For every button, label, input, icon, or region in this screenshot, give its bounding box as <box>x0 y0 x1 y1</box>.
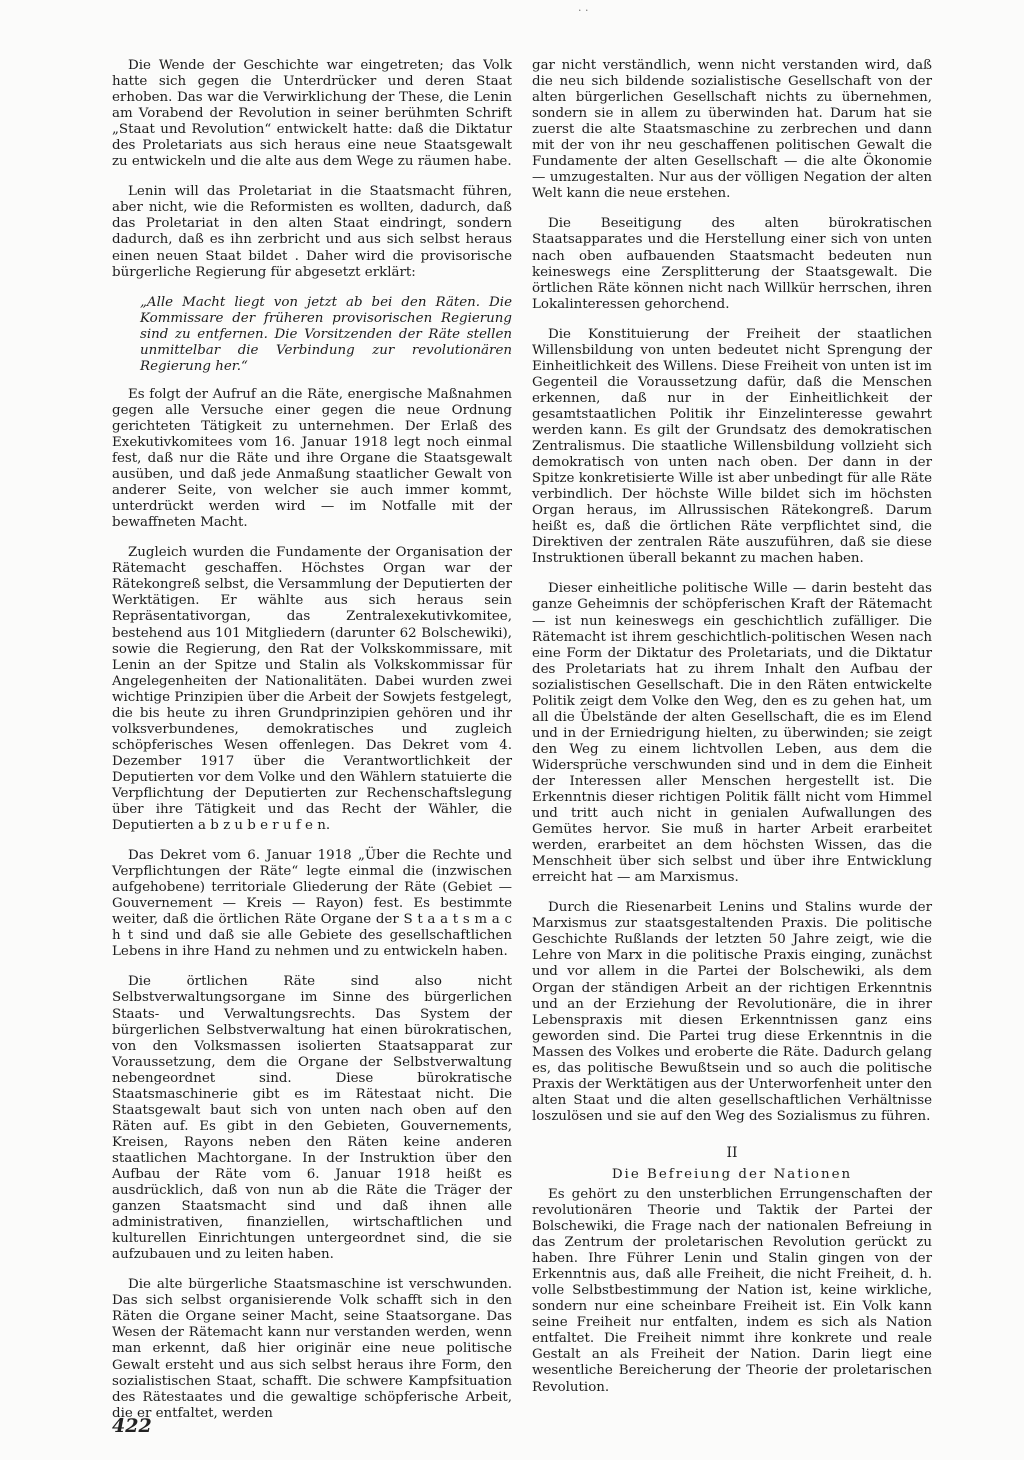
header-mark: · · <box>578 4 589 17</box>
paragraph: Zugleich wurden die Fundamente der Organisation der Rätemacht geschaffen. Höchstes Organ war der Rätekongreß selbst, die Versammlung der Deputierten der Werktätigen. Er wählte aus sich heraus sein Repräsentativorgan, das Zentralexekutivkomitee, bestehend aus 101 Mitgliedern (darunter 62 Bolschewiki), sowie die Regierung, den Rat der Volkskommissare, mit Lenin an der Spitze und Stalin als Volkskommissar für Angelegenheiten der Nationalitäten. Dabei wurden zwei wichtige Prinzipien über die Arbeit der Sowjets festgelegt, die bis heute zu ihren Grundprinzipien gehören und ihr volksverbundenes, demokratisches und zugleich schöpferisches Wesen offenlegen. Das Dekret vom 4. Dezember 1917 über die Verantwortlichkeit der Deputierten vor dem Volke und den Wählern statuierte die Verpflichtung der Deputierten zur Rechenschaftslegung über ihre Tätigkeit und das Recht der Wähler, die Deputierten a b z u b e r u f e n. <box>112 545 512 834</box>
section-number: II <box>726 1144 738 1161</box>
paragraph: Die Konstituierung der Freiheit der staatlichen Willensbildung von unten bedeutet nicht Sprengung der Einheitlichkeit des Willens. Diese Freiheit von unten ist im Gegenteil die Voraussetzung dafür, daß die Menschen erkennen, daß nur in der Einheitlichkeit der gesamtstaatlichen Politik ihr Einzelinteresse gewahrt werden kann. Es gilt der Grundsatz des demokratischen Zentralismus. Die staatliche Willensbildung vollzieht sich demokratisch von unten nach oben. Der dann in der Spitze konkretisierte Wille ist aber unbedingt für alle Räte verbindlich. Der höchste Wille bildet sich im höchsten Organ heraus, im Allrussischen Rätekongreß. Darum heißt es, daß die örtlichen Räte verpflichtet sind, die Direktiven der zentralen Räte auszuführen, daß sie diese Instruktionen überall bekannt zu machen haben. <box>532 326 932 567</box>
right-column <box>532 58 932 1410</box>
paragraph: Die Wende der Geschichte war eingetreten; das Volk hatte sich gegen die Unterdrücker und deren Staat erhoben. Das war die Verwirklichung der These, die Lenin am Vorabend der Revolution in seiner berühmten Schrift „Staat und Revolution“ entwickelt hatte: daß die Diktatur des Proletariats aus sich heraus eine neue Staatsgewalt zu entwickeln und die alte aus dem Wege zu räumen habe. <box>112 58 512 170</box>
paragraph: gar nicht verständlich, wenn nicht verstanden wird, daß die neu sich bildende sozialistische Gesellschaft von der alten bürgerlichen Gesellschaft nichts zu übernehmen, sondern sie in allem zu überwinden hat. Darum hat sie zuerst die alte Staatsmaschine zu zerbrechen und dann mit der von ihr neu geschaffenen politischen Gewalt die Fundamente der alten Gesellschaft — die alte Ökonomie — umzugestalten. Nur aus der völligen Negation der alten Welt kann die neue erstehen. <box>532 58 932 202</box>
paragraph: Lenin will das Proletariat in die Staatsmacht führen, aber nicht, wie die Reformisten es wollten, dadurch, daß das Proletariat in den alten Staat eindringt, sondern dadurch, daß es ihn zerbricht und aus sich selbst heraus einen neuen Staat bildet . Daher wird die provisorische bürgerliche Regierung für abgesetzt erklärt: <box>112 184 512 280</box>
left-column <box>112 58 512 1436</box>
paragraph: Es folgt der Aufruf an die Räte, energische Maßnahmen gegen alle Versuche einer gegen die neue Ordnung gerichteten Tätigkeit zu unternehmen. Der Erlaß des Exekutivkomitees vom 16. Januar 1918 legt noch einmal fest, daß nur die Räte und ihre Organe die Staatsgewalt ausüben, und daß jede Anmaßung staatlicher Gewalt von anderer Seite, von welcher sie auch immer kommt, unterdrückt werden wird — im Notfalle mit der bewaffneten Macht. <box>112 386 512 531</box>
paragraph: Durch die Riesenarbeit Lenins und Stalins wurde der Marxismus zur staatsgestaltenden Praxis. Die politische Geschichte Rußlands der letzten 50 Jahre zeigt, wie die Lehre von Marx in die politische Praxis einging, zunächst und vor allem in die Partei der Bolschewiki, als dem Organ der ständigen Arbeit an der richtigen Erkenntnis und an der Erziehung der Revolutionäre, die in ihrer Lebenspraxis mit diesen Erkenntnissen ganz eins geworden sind. Die Partei trug diese Erkenntnis in die Massen des Volkes und eroberte die Räte. Dadurch gelang es, das politische Bewußtsein und so auch die politische Praxis der Werktätigen aus der Unterworfenheit unter den alten Staat und die alten gesellschaftlichen Verhältnisse loszulösen und sie auf den Weg des Sozialismus zu führen. <box>532 900 932 1124</box>
paragraph: Die alte bürgerliche Staatsmaschine ist verschwunden. Das sich selbst organisierende Volk schafft sich in den Räten die Organe seiner Macht, seine Staatsorgane. Das Wesen der Rätemacht kann nur verstanden werden, wenn man erkennt, daß hier originär eine neue politische Gewalt ersteht und aus sich selbst heraus ihre Form, den sozialistischen Staat, schafft. Die schwere Kampfsituation des Rätestaates und die gewaltige schöpferische Arbeit, die er entfaltet, werden <box>112 1277 512 1421</box>
paragraph: Die örtlichen Räte sind also nicht Selbstverwaltungsorgane im Sinne des bürgerlichen Staats- und Verwaltungsrechts. Das System der bürgerlichen Selbstverwaltung hat einen bürokratischen, von den Volksmassen isolierten Staatsapparat zur Voraussetzung, dem die Organe der Selbstverwaltung nebengeordnet sind. Diese bürokratische Staatsmaschinerie gibt es im Rätestaat nicht. Die Staatsgewalt baut sich von unten nach oben auf den Räten auf. Es gibt in den Gebieten, Gouvernements, Kreisen, Rayons neben den Räten keine anderen staatlichen Machtorgane. In der Instruktion über den Aufbau der Räte vom 6. Januar 1918 heißt es ausdrücklich, daß von nun ab die Räte die Träger der ganzen Staatsmacht sind und daß ihnen alle administrativen, finanziellen, wirtschaftlichen und kulturellen Einrichtungen untergeordnet sind, die sie aufzubauen und zu leiten haben. <box>112 974 512 1263</box>
paragraph: Dieser einheitliche politische Wille — darin besteht das ganze Geheimnis der schöpferischen Kraft der Rätemacht — ist nun keineswegs ein geschichtlich zufälliger. Die Rätemacht ist ihrem geschichtlich-politischen Wesen nach eine Form der Diktatur des Proletariats, und die Diktatur des Proletariats hat zu ihrem Inhalt den Aufbau der sozialistischen Gesellschaft. Die in den Räten entwickelte Politik zeigt dem Volke den Weg, den es zu gehen hat, um all die Übelstände der alten Gesellschaft, die es im Elend und in der Erniedrigung hielten, zu überwinden; sie zeigt den Weg zu einem lichtvollen Leben, aus dem die Widersprüche verschwunden sind und in dem die Einheit der Interessen aller Menschen hergestellt ist. Die Erkenntnis dieser richtigen Politik fällt nicht vom Himmel und tritt auch nicht in genialen Aufwallungen des Gemütes hervor. Sie muß in harter Arbeit erarbeitet werden, erarbeitet an dem höchsten Wissen, das die Menschheit über sich selbst und über ihre Entwicklung erreicht hat — am Marxismus. <box>532 581 932 886</box>
paragraph: Die Beseitigung des alten bürokratischen Staatsapparates und die Herstellung einer sich von unten nach oben aufbauenden Staatsmacht bedeuten nun keineswegs eine Zersplitterung der Staatsgewalt. Die örtlichen Räte können nicht nach Willkür herrschen, ihren Lokalinteressen gehorchend. <box>532 216 932 312</box>
section-title: Die Befreiung der Nationen <box>611 1166 853 1182</box>
page-number: 422 <box>112 1415 152 1437</box>
paragraph: Das Dekret vom 6. Januar 1918 „Über die Rechte und Verpflichtungen der Räte“ legte einmal die (inzwischen aufgehobene) territoriale Gliederung der Räte (Gebiet — Gouvernement — Kreis — Rayon) fest. Es bestimmte weiter, daß die örtlichen Räte Organe der S t a a t s m a c h t sind und daß sie alle Gebiete des gesellschaftlichen Lebens in ihre Hand zu nehmen und zu entwickeln haben. <box>112 848 512 960</box>
block-quote: „Alle Macht liegt von jetzt ab bei den Räten. Die Kommissare der früheren provisorischen Regierung sind zu entfernen. Die Vorsitzenden der Räte stellen unmittelbar die Verbindung zur revolutionären Regierung her.“ <box>140 294 512 374</box>
paragraph: Es gehört zu den unsterblichen Errungenschaften der revolutionären Theorie und Taktik der Partei der Bolschewiki, die Frage nach der nationalen Befreiung in das Zentrum der proletarischen Revolution gerückt zu haben. Ihre Führer Lenin und Stalin gingen von der Erkenntnis aus, daß alle Freiheit, die nicht Freiheit, d. h. volle Selbstbestimmung der Nation ist, keine wirkliche, sondern nur eine scheinbare Freiheit ist. Ein Volk kann seine Freiheit nur entfalten, indem es sich als Nation entfaltet. Die Freiheit nimmt ihre konkrete und reale Gestalt an als Freiheit der Nation. Darin liegt eine wesentliche Bereicherung der Theorie der proletarischen Revolution. <box>532 1186 932 1395</box>
